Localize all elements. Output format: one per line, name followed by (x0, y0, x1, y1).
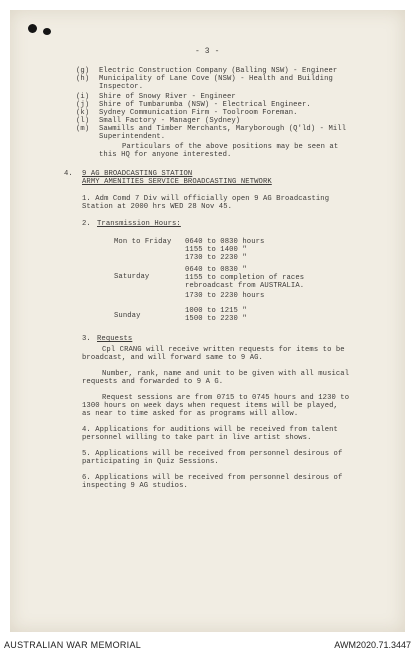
numbered-paragraph: personnel willing to take part in live artist shows. (82, 434, 312, 442)
section-heading: ARMY AMENITIES SERVICE BROADCASTING NETWORK (82, 178, 272, 186)
numbered-paragraph: 6. Applications will be received from personnel desirous of (82, 474, 343, 482)
numbered-paragraph: 5. Applications will be received from personnel desirous of (82, 450, 343, 458)
schedule-time: 1000 to 1215 " (185, 307, 247, 315)
requests-heading: Requests (97, 335, 133, 343)
schedule-day: Sunday (114, 312, 141, 320)
position-text: Superintendent. (99, 133, 166, 141)
item-number: 2. (82, 220, 91, 228)
position-text: Sydney Communication Firm - Toolroom Foreman. (99, 109, 298, 117)
schedule-time: 1730 to 2230 hours (185, 292, 265, 300)
item-number: 3. (82, 335, 91, 343)
position-ref: (m) (76, 125, 90, 133)
schedule-time: 0640 to 0830 " (185, 266, 247, 274)
requests-paragraph: broadcast, and will forward same to 9 AG. (82, 354, 263, 362)
numbered-paragraph: participating in Quiz Sessions. (82, 458, 219, 466)
position-text: Sawmills and Timber Merchants, Maryborough (Q'ld) - Mill (99, 125, 347, 133)
requests-paragraph: 1300 hours on week days when request items will be played, (82, 402, 338, 410)
position-text: Electric Construction Company (Balling NSW) - Engineer (99, 67, 338, 75)
position-ref: (i) (76, 93, 90, 101)
position-ref: (g) (76, 67, 90, 75)
position-ref: (l) (76, 117, 90, 125)
section-number: 4. (64, 170, 73, 178)
position-text: Inspector. (99, 83, 144, 91)
punch-hole (43, 28, 51, 35)
schedule-time: 1500 to 2230 " (185, 315, 247, 323)
requests-paragraph: Cpl CRANG will receive written requests for items to be (102, 346, 345, 354)
schedule-time: 1155 to 1400 " (185, 246, 247, 254)
transmission-hours-heading: Transmission Hours: (97, 220, 181, 228)
requests-paragraph: Number, rank, name and unit to be given with all musical (102, 370, 350, 378)
position-text: Shire of Snowy River - Engineer (99, 93, 236, 101)
document-page (10, 10, 405, 632)
positions-note: Particulars of the above positions may be seen at (122, 143, 339, 151)
numbered-paragraph: inspecting 9 AG studios. (82, 482, 188, 490)
requests-paragraph: requests and forwarded to 9 A G. (82, 378, 224, 386)
schedule-time: 0640 to 0830 hours (185, 238, 265, 246)
opening-notice: 1. Adm Comd 7 Div will officially open 9 AG Broadcasting (82, 195, 330, 203)
schedule-time: 1730 to 2230 " (185, 254, 247, 262)
position-ref: (k) (76, 109, 90, 117)
punch-hole (28, 24, 37, 33)
schedule-day: Mon to Friday (114, 238, 172, 246)
position-text: Shire of Tumbarumba (NSW) - Electrical Engineer. (99, 101, 311, 109)
schedule-time: 1155 to completion of races (185, 274, 305, 282)
schedule-time: rebroadcast from AUSTRALIA. (185, 282, 305, 290)
requests-paragraph: as near to time asked for as programs will allow. (82, 410, 299, 418)
position-ref: (j) (76, 101, 90, 109)
page-number: - 3 - (195, 47, 220, 56)
opening-notice: Station at 2000 hrs WED 28 Nov 45. (82, 203, 233, 211)
footer-source: AUSTRALIAN WAR MEMORIAL (4, 640, 142, 650)
footer-accession-number: AWM2020.71.3447 (334, 640, 411, 650)
section-heading: 9 AG BROADCASTING STATION (82, 170, 193, 178)
position-text: Small Factory - Manager (Sydney) (99, 117, 241, 125)
position-text: Municipality of Lane Cove (NSW) - Health and Building (99, 75, 333, 83)
position-ref: (h) (76, 75, 90, 83)
positions-note: this HQ for anyone interested. (99, 151, 232, 159)
footer-bar (0, 636, 415, 653)
numbered-paragraph: 4. Applications for auditions will be received from talent (82, 426, 338, 434)
schedule-day: Saturday (114, 273, 150, 281)
requests-paragraph: Request sessions are from 0715 to 0745 hours and 1230 to (102, 394, 350, 402)
